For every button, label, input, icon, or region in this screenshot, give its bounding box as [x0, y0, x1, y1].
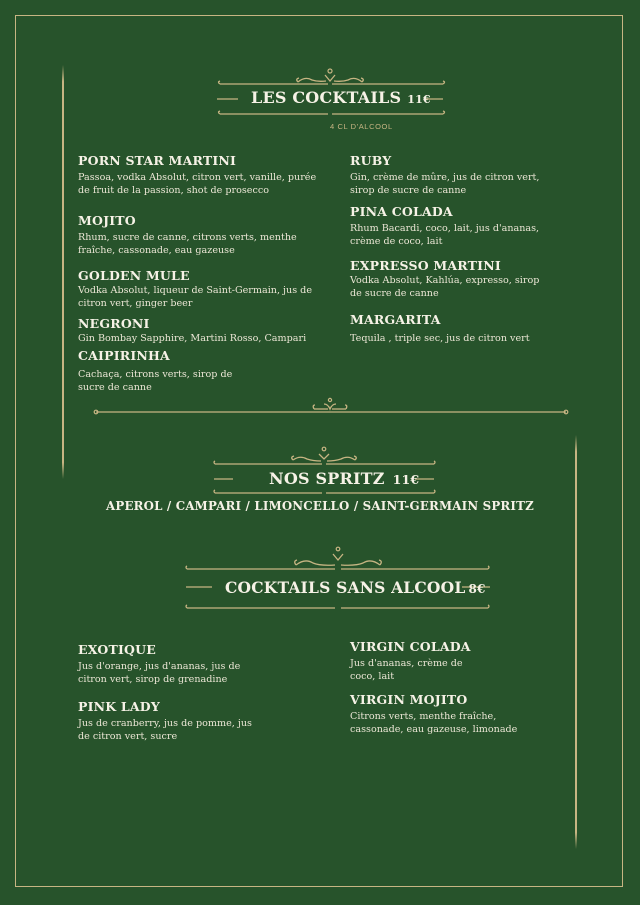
cocktails-title-text: LES COCKTAILS: [251, 88, 402, 107]
spritz-list: APEROL / CAMPARI / LIMONCELLO / SAINT-GERMAIN SPRITZ: [106, 499, 534, 513]
spritz-title: [269, 469, 419, 488]
menu-item: [78, 348, 348, 394]
menu-item: [78, 268, 348, 310]
item-description: Vodka Absolut, liqueur de Saint-Germain, jus de citron vert, ginger beer: [78, 285, 313, 309]
menu-item: [350, 692, 550, 736]
item-name: PINK LADY: [78, 699, 160, 714]
sans-alcool-title: [225, 578, 486, 597]
item-name: EXOTIQUE: [78, 642, 156, 657]
cocktails-price: 11€: [407, 93, 431, 106]
item-name: VIRGIN COLADA: [350, 639, 471, 654]
item-name: GOLDEN MULE: [78, 268, 190, 283]
item-description: Passoa, vodka Absolut, citron vert, vanille, purée de fruit de la passion, shot de prosecco: [78, 172, 317, 196]
menu-item: [78, 699, 348, 743]
item-name: CAIPIRINHA: [78, 348, 170, 363]
menu-item: [350, 639, 550, 683]
item-description: Jus de cranberry, jus de pomme, jus de citron vert, sucre: [78, 718, 252, 742]
spritz-price: 11€: [392, 472, 420, 487]
item-name: NEGRONI: [78, 316, 150, 331]
item-description: Gin Bombay Sapphire, Martini Rosso, Campari: [78, 333, 307, 344]
item-name: PINA COLADA: [350, 204, 453, 219]
sans-alcool-title-text: COCKTAILS SANS ALCOOL: [225, 578, 466, 597]
section-divider-ornament: [0, 395, 640, 420]
item-name: RUBY: [350, 153, 392, 168]
item-name: EXPRESSO MARTINI: [350, 258, 501, 273]
item-name: PORN STAR MARTINI: [78, 153, 237, 168]
item-description: Gin, crème de mûre, jus de citron vert, sirop de sucre de canne: [350, 172, 540, 196]
menu-item: [350, 153, 550, 197]
item-description: Citrons verts, menthe fraîche, cassonade, eau gazeuse, limonade: [350, 711, 518, 735]
item-name: MOJITO: [78, 213, 136, 228]
menu-item: [78, 316, 348, 345]
menu-item: [350, 258, 550, 300]
menu-item: [350, 204, 550, 248]
item-description: Rhum, sucre de canne, citrons verts, menthe fraîche, cassonade, eau gazeuse: [78, 232, 297, 256]
spritz-title-text: NOS SPRITZ: [269, 469, 385, 488]
cocktails-header-ornament: [0, 0, 640, 140]
item-description: Tequila , triple sec, jus de citron vert: [350, 333, 530, 344]
cocktails-subtitle: 4 CL D'ALCOOL: [330, 122, 393, 131]
item-description: Jus d'orange, jus d'ananas, jus de citron vert, sirop de grenadine: [78, 661, 241, 685]
item-name: MARGARITA: [350, 312, 441, 327]
menu-item: [78, 153, 348, 197]
item-description: Vodka Absolut, Kahlúa, expresso, sirop de sucre de canne: [350, 275, 540, 299]
item-name: VIRGIN MOJITO: [350, 692, 468, 707]
item-description: Cachaça, citrons verts, sirop de sucre de canne: [78, 369, 233, 393]
sans-alcool-price: 8€: [468, 582, 486, 596]
item-description: Rhum Bacardi, coco, lait, jus d'ananas, crème de coco, lait: [350, 223, 540, 247]
cocktails-title: [251, 88, 431, 107]
menu-item: [78, 213, 348, 257]
item-description: Jus d'ananas, crème de coco, lait: [350, 658, 463, 682]
menu-item: [350, 312, 550, 345]
menu-item: [78, 642, 348, 686]
